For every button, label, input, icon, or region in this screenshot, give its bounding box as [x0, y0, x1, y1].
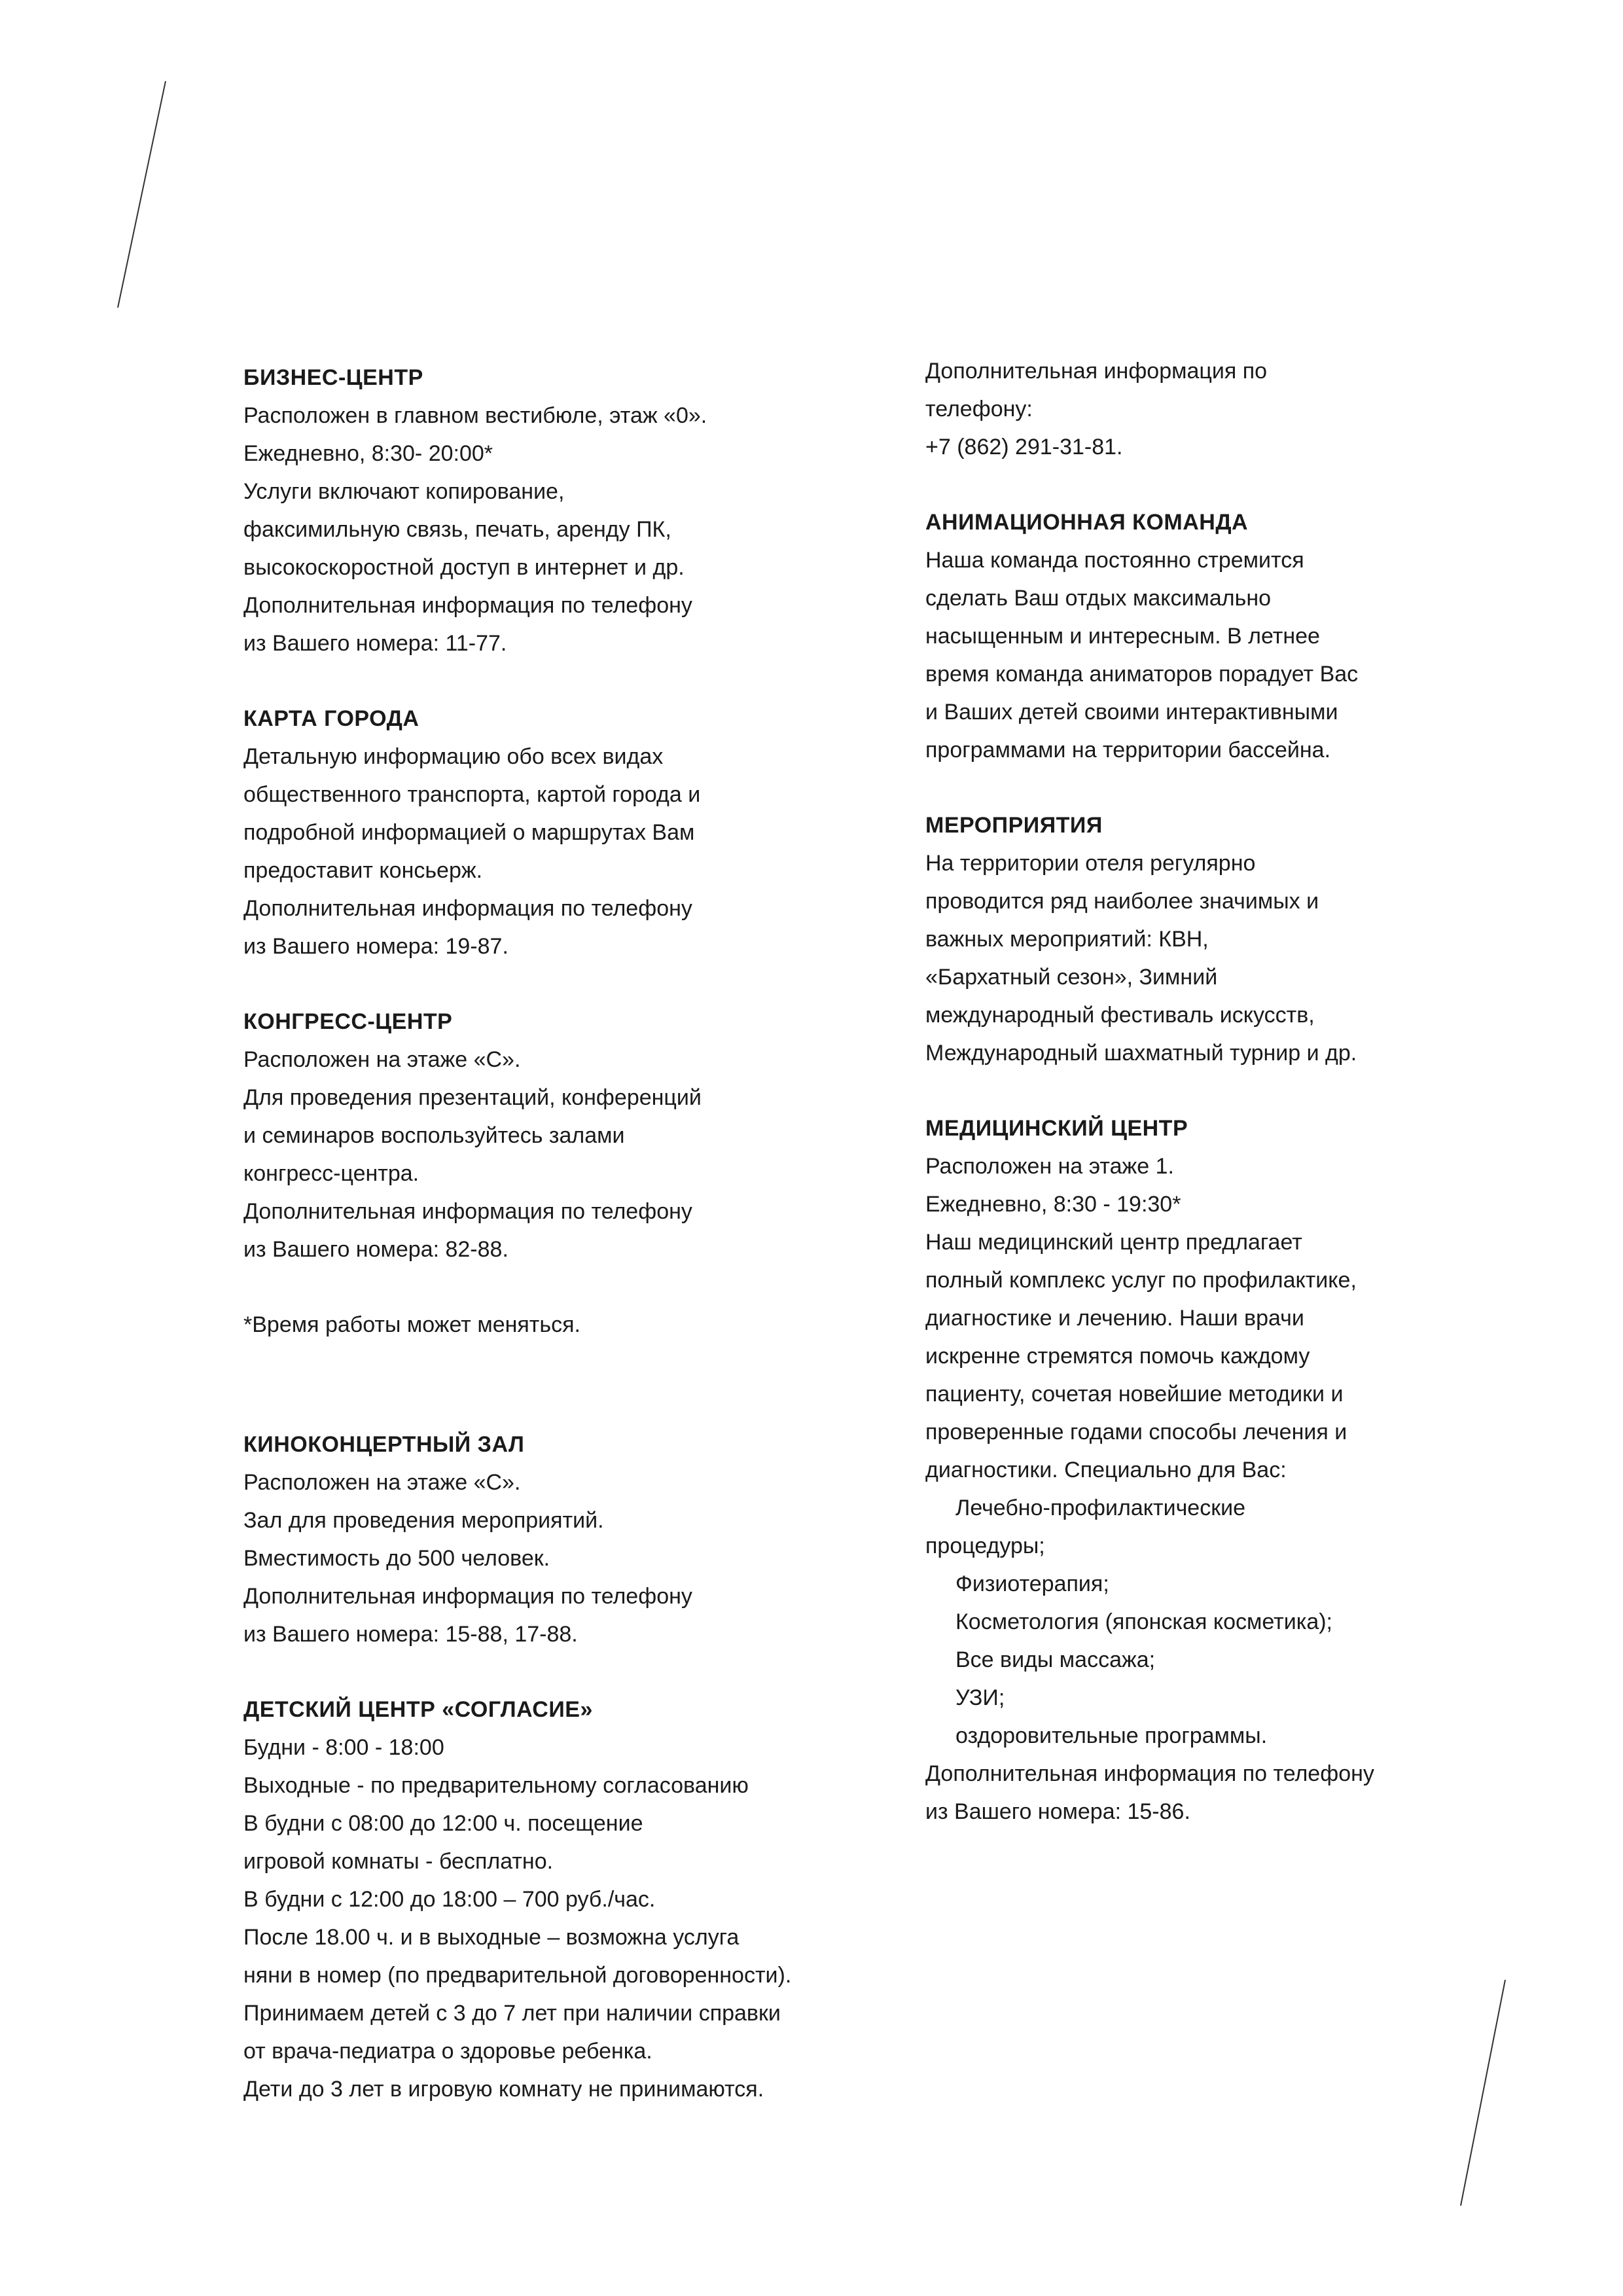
text-line: Расположен на этаже «С».: [243, 1470, 521, 1495]
text-line: диагностики. Специально для Вас:: [925, 1458, 1287, 1482]
text-line: факсимильную связь, печать, аренду ПК,: [243, 517, 671, 542]
section-title: МЕДИЦИНСКИЙ ЦЕНТР: [925, 1116, 1188, 1141]
section-title: АНИМАЦИОННАЯ КОМАНДА: [925, 510, 1249, 535]
text-line: искренне стремятся помочь каждому: [925, 1344, 1310, 1369]
service-list-item-wrap: процедуры;: [925, 1534, 1045, 1558]
text-line: Расположен на этаже 1.: [925, 1154, 1174, 1179]
text-line: Расположен в главном вестибюле, этаж «0».: [243, 403, 707, 428]
section-title: КИНОКОНЦЕРТНЫЙ ЗАЛ: [243, 1432, 525, 1457]
section-congress-center: [243, 1003, 872, 1268]
section-title: МЕРОПРИЯТИЯ: [925, 813, 1103, 838]
text-line: Зал для проведения мероприятий.: [243, 1508, 604, 1533]
text-line: от врача-педиатра о здоровье ребенка.: [243, 2039, 652, 2064]
section-city-map: [243, 700, 872, 965]
text-line: Выходные - по предварительному согласованию: [243, 1773, 749, 1798]
text-line: Наша команда постоянно стремится: [925, 548, 1304, 573]
section-phone-info: [925, 352, 1554, 466]
top-left-slash: [118, 81, 166, 308]
section-business-center: [243, 359, 872, 662]
text-line: из Вашего номера: 15-88, 17-88.: [243, 1622, 578, 1647]
text-line: и семинаров воспользуйтесь залами: [243, 1123, 625, 1148]
right-column: [925, 359, 1554, 1868]
text-line: В будни с 08:00 до 12:00 ч. посещение: [243, 1811, 643, 1836]
phone-number: +7 (862) 291-31-81.: [925, 435, 1123, 459]
text-line: После 18.00 ч. и в выходные – возможна услуга: [243, 1925, 740, 1950]
section-kids-center: [243, 1691, 872, 2108]
text-line: международный фестиваль искусств,: [925, 1003, 1315, 1028]
text-line: Будни - 8:00 - 18:00: [243, 1735, 444, 1760]
section-medical-center: [925, 1109, 1554, 1831]
service-list-item: оздоровительные программы.: [955, 1723, 1268, 1748]
section-title: ДЕТСКИЙ ЦЕНТР «СОГЛАСИЕ»: [243, 1697, 593, 1722]
text-line: Дополнительная информация по: [925, 359, 1268, 384]
text-line: из Вашего номера: 19-87.: [243, 934, 508, 959]
text-line: Услуги включают копирование,: [243, 479, 565, 504]
text-line: пациенту, сочетая новейшие методики и: [925, 1382, 1344, 1407]
section-animation-team: [925, 503, 1554, 769]
section-title: КОНГРЕСС-ЦЕНТР: [243, 1009, 453, 1034]
text-line: Расположен на этаже «С».: [243, 1047, 521, 1072]
text-line: Ежедневно, 8:30- 20:00*: [243, 441, 493, 466]
text-line: телефону:: [925, 397, 1033, 422]
left-column: [243, 359, 872, 2145]
text-line: Ежедневно, 8:30 - 19:30*: [925, 1192, 1181, 1217]
text-line: время команда аниматоров порадует Вас: [925, 662, 1359, 687]
text-line: Международный шахматный турнир и др.: [925, 1041, 1357, 1066]
text-line: из Вашего номера: 15-86.: [925, 1799, 1190, 1824]
text-line: Дополнительная информация по телефону: [243, 896, 692, 921]
section-cinema-hall: [243, 1426, 872, 1653]
text-line: Принимаем детей с 3 до 7 лет при наличии справки: [243, 2001, 781, 2026]
section-title: БИЗНЕС-ЦЕНТР: [243, 365, 423, 390]
text-line: предоставит консьерж.: [243, 858, 483, 883]
text-line: В будни с 12:00 до 18:00 – 700 руб./час.: [243, 1887, 656, 1912]
text-line: На территории отеля регулярно: [925, 851, 1256, 876]
text-line: няни в номер (по предварительной договоренности).: [243, 1963, 792, 1988]
text-line: Вместимость до 500 человек.: [243, 1546, 550, 1571]
text-line: диагностике и лечению. Наши врачи: [925, 1306, 1304, 1331]
service-list-item: Все виды массажа;: [955, 1647, 1156, 1672]
section-events: [925, 806, 1554, 1072]
text-line: проверенные годами способы лечения и: [925, 1420, 1347, 1444]
text-line: Для проведения презентаций, конференций: [243, 1085, 702, 1110]
bottom-right-slash: [1461, 1980, 1505, 2206]
service-list-item: УЗИ;: [955, 1685, 1005, 1710]
text-line: Дополнительная информация по телефону: [243, 1584, 692, 1609]
text-line: Дополнительная информация по телефону: [243, 593, 692, 618]
text-line: сделать Ваш отдых максимально: [925, 586, 1272, 611]
text-line: «Бархатный сезон», Зимний: [925, 965, 1218, 990]
text-line: игровой комнаты - бесплатно.: [243, 1849, 554, 1874]
service-list-item: Косметология (японская косметика);: [955, 1609, 1333, 1634]
text-line: и Ваших детей своими интерактивными: [925, 700, 1338, 725]
text-line: программами на территории бассейна.: [925, 738, 1331, 762]
text-line: Наш медицинский центр предлагает: [925, 1230, 1302, 1255]
service-list-item: Физиотерапия;: [955, 1571, 1109, 1596]
text-line: насыщенным и интересным. В летнее: [925, 624, 1320, 649]
section-title: КАРТА ГОРОДА: [243, 706, 419, 731]
text-line: Дополнительная информация по телефону: [243, 1199, 692, 1224]
text-line: общественного транспорта, картой города и: [243, 782, 701, 807]
text-line: Дополнительная информация по телефону: [925, 1761, 1374, 1786]
text-line: важных мероприятий: КВН,: [925, 927, 1209, 952]
text-line: из Вашего номера: 82-88.: [243, 1237, 508, 1262]
text-line: из Вашего номера: 11-77.: [243, 631, 507, 656]
text-line: высокоскоростной доступ в интернет и др.: [243, 555, 685, 580]
text-line: проводится ряд наиболее значимых и: [925, 889, 1319, 914]
text-line: подробной информацией о маршрутах Вам: [243, 820, 695, 845]
text-line: Дети до 3 лет в игровую комнату не принимаются.: [243, 2077, 764, 2102]
text-line: Детальную информацию обо всех видах: [243, 744, 664, 769]
service-list-item: Лечебно-профилактические: [955, 1496, 1245, 1520]
text-line: полный комплекс услуг по профилактике,: [925, 1268, 1357, 1293]
hours-note: *Время работы может меняться.: [243, 1312, 580, 1337]
text-line: конгресс-центра.: [243, 1161, 419, 1186]
